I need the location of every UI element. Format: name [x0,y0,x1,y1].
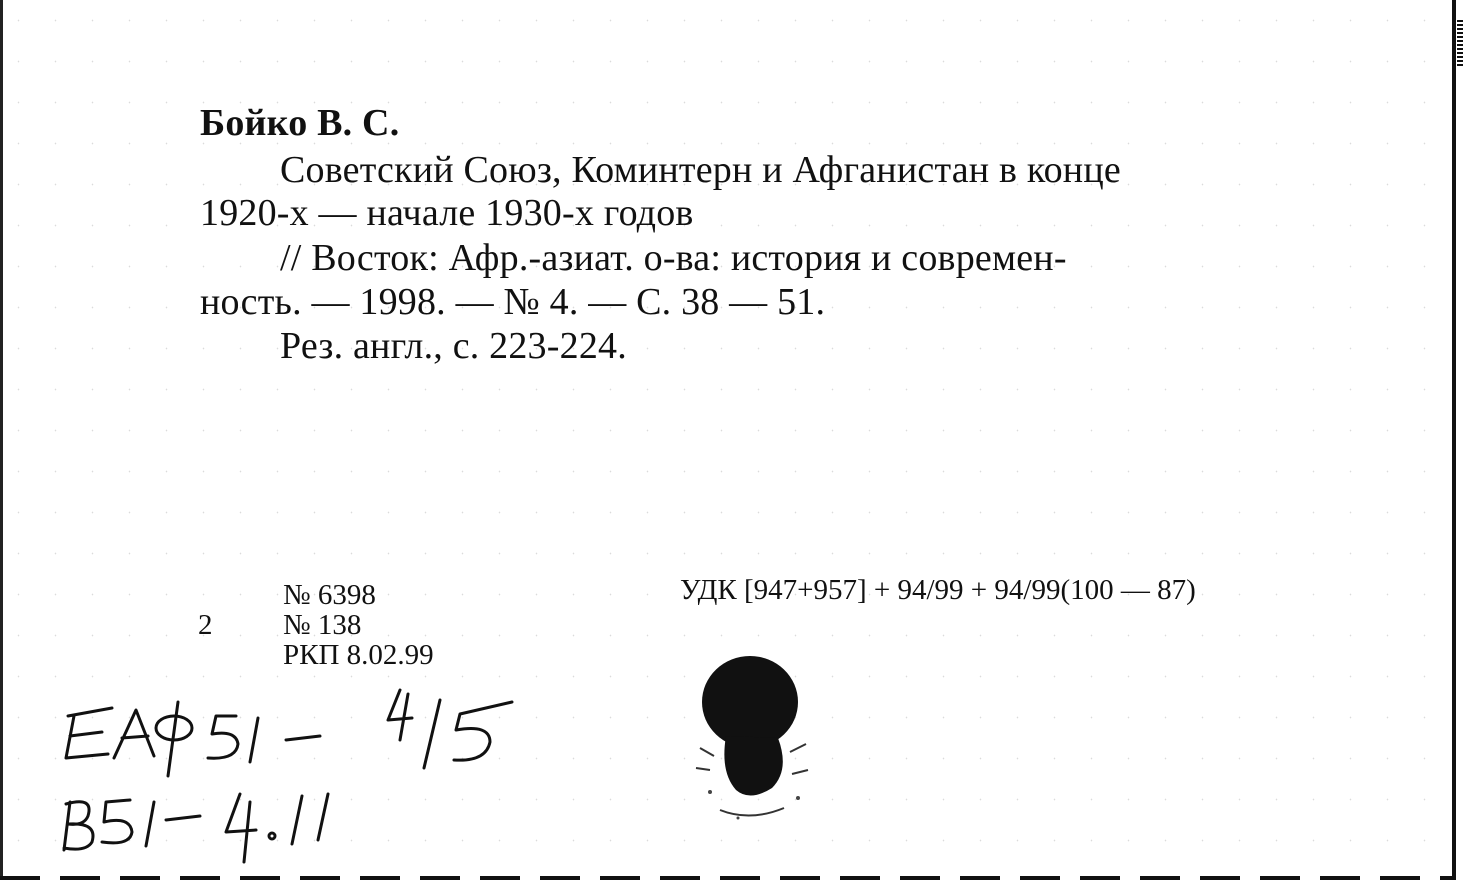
library-stamp [680,652,820,832]
title-line-2: 1920-х — начале 1930-х годов [200,192,694,234]
rkp-date: РКП 8.02.99 [283,639,434,671]
handwritten-shelfmark-1 [50,680,530,780]
author-name: Бойко В. С. [200,102,400,144]
title-line-1: Советский Союз, Коминтерн и Афганистан в конце [280,149,1121,191]
accession-number-1: № 6398 [283,579,376,611]
summary-note: Рез. англ., с. 223-224. [280,325,627,367]
card-bottom-border [0,876,1456,880]
source-line-1: // Восток: Афр.-азиат. о-ва: история и современ- [280,237,1067,279]
accession-number-2: № 138 [283,609,362,641]
handwritten-shelfmark-2 [50,780,410,870]
card-right-border [1452,0,1456,880]
card-left-border [0,0,3,880]
card-edge-marks [1457,20,1463,66]
source-line-2: ность. — 1998. — № 4. — С. 38 — 51. [200,281,826,323]
card-number: 2 [198,609,213,641]
udk-classification: УДК [947+957] + 94/99 + 94/99(100 — 87) [680,574,1196,606]
